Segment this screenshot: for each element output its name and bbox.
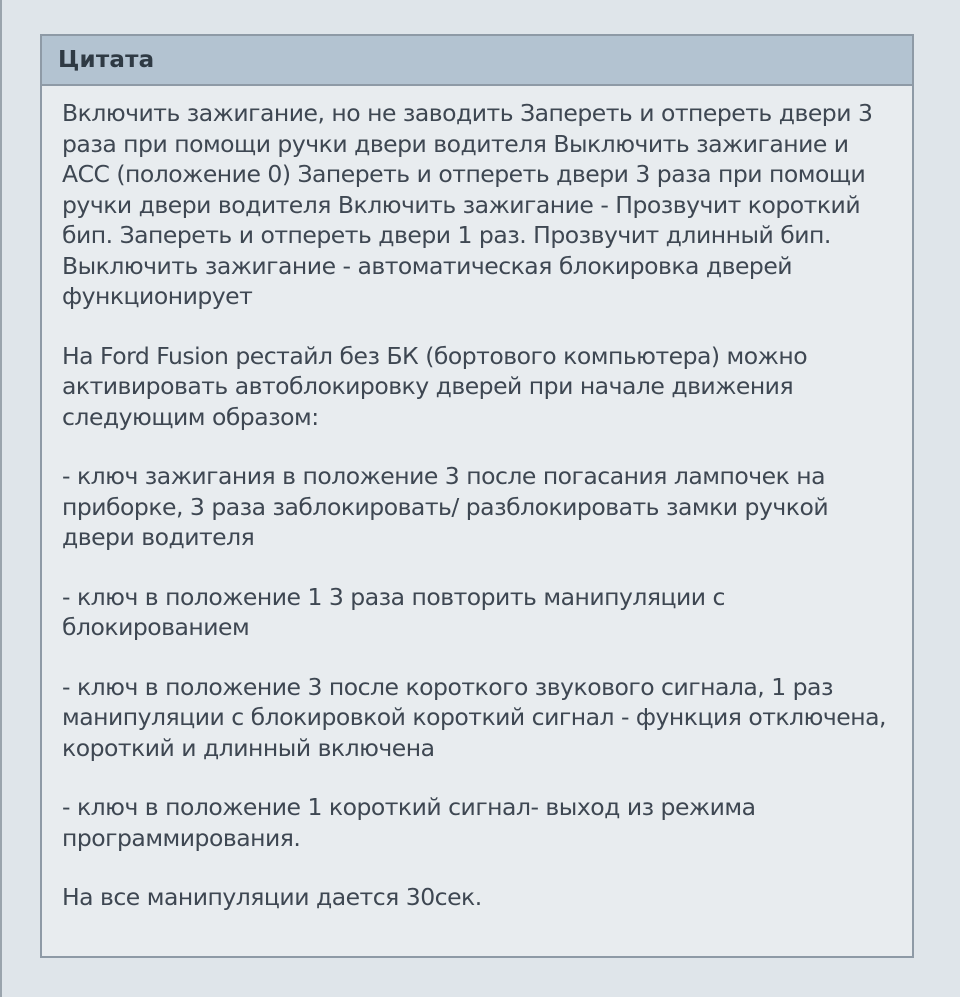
quote-paragraph-intro: На Ford Fusion рестайл без БК (бортового компьютера) можно активировать автоблокировку дверей при начале движения следующим образом: [62,341,808,431]
quote-body [42,86,912,913]
quote-paragraph-step-3: - ключ в положение 3 после короткого звукового сигнала, 1 раз манипуляции с блокировкой короткий сигнал - функция отключена, короткий и длинный включена [62,672,886,762]
quote-paragraph-time-limit: На все манипуляции дается 30сек. [62,883,482,911]
quote-paragraph-ignition-steps: Включить зажигание, но не заводить Запереть и отпереть двери 3 раза при помощи ручки двери водителя Выключить зажигание и АСС (положение 0) Запереть и отпереть двери 3 раза при помощи ручки двери водителя Включить зажигание - Прозвучит короткий бип. Запереть и отпереть двери 1 раз. Прозвучит длинный бип. Выключить зажигание - автоматическая блокировка дверей функционирует [62,99,873,310]
quote-paragraph-step-1: - ключ зажигания в положение 3 после погасания лампочек на приборке, 3 раза заблокировать/ разблокировать замки ручкой двери водителя [62,462,829,551]
quote-header [42,36,912,86]
page-edge [0,0,2,997]
quote-block [40,34,914,958]
quote-title: Цитата [58,47,155,73]
quote-paragraph-step-4: - ключ в положение 1 короткий сигнал- выход из режима программирования. [62,793,756,852]
quote-paragraph-step-2: - ключ в положение 1 3 раза повторить манипуляции с блокированием [62,582,725,641]
